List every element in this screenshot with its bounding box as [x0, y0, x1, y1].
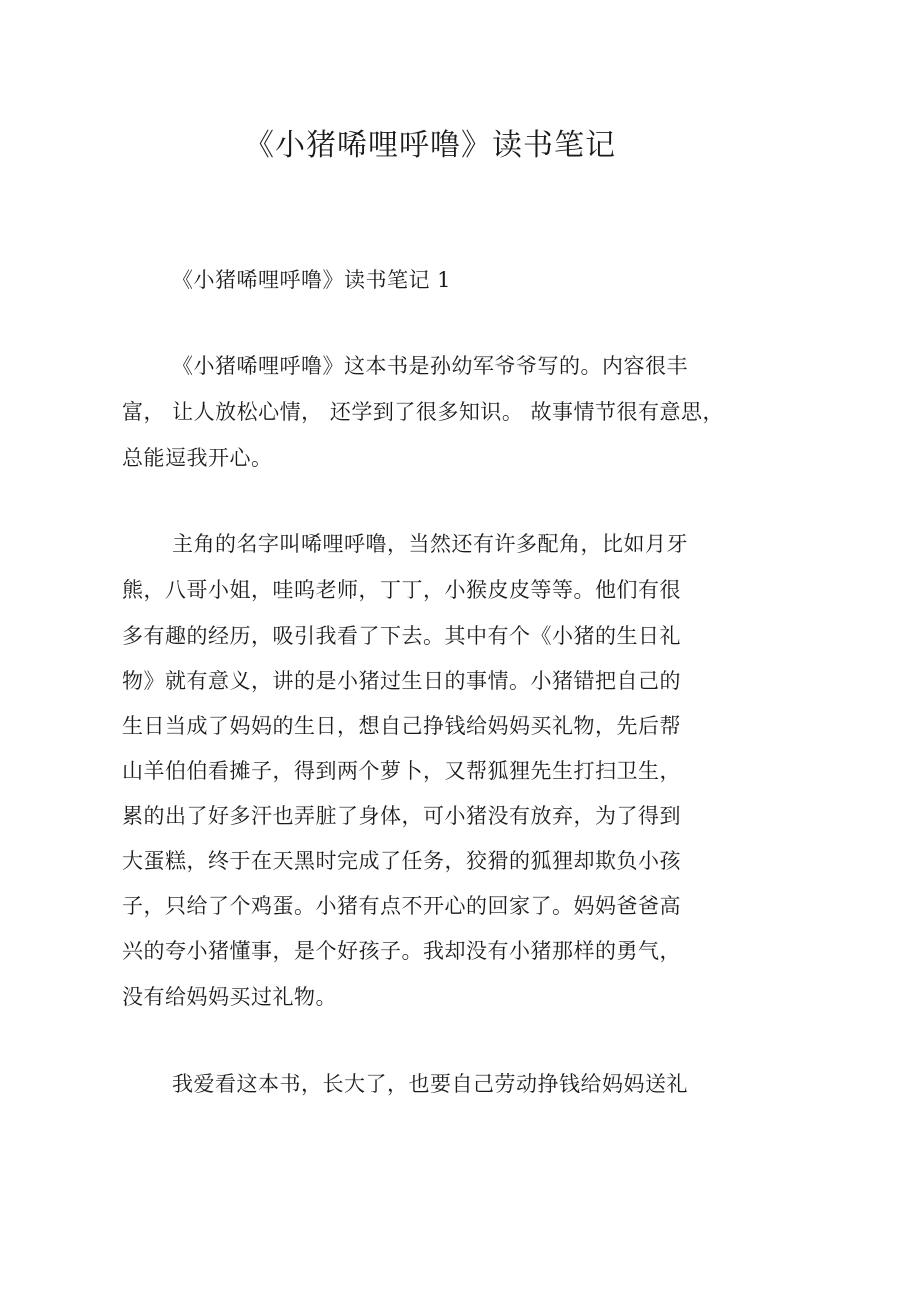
- paragraph-2-line-10: 兴的夸小猪懂事，是个好孩子。我却没有小猪那样的勇气，: [122, 939, 681, 963]
- paragraph-2-line-3: 多有趣的经历，吸引我看了下去。其中有个《小猪的生日礼: [122, 624, 681, 648]
- paragraph-1-line-3: 总能逗我开心。: [122, 446, 273, 470]
- document-title: 《小猪唏哩呼噜》读书笔记: [244, 128, 616, 163]
- paragraph-2-line-2: 熊，八哥小姐，哇呜老师，丁丁，小猴皮皮等等。他们有很: [122, 578, 681, 602]
- paragraph-2-line-4: 物》就有意义，讲的是小猪过生日的事情。小猪错把自己的: [122, 669, 681, 693]
- paragraph-2-line-8: 大蛋糕，终于在天黑时完成了任务，狡猾的狐狸却欺负小孩: [122, 849, 681, 873]
- paragraph-2-line-5: 生日当成了妈妈的生日，想自己挣钱给妈妈买礼物，先后帮: [122, 714, 681, 738]
- section-heading: 《小猪唏哩呼噜》读书笔记 1: [172, 268, 452, 292]
- paragraph-2-line-7: 累的出了好多汗也弄脏了身体，可小猪没有放弃，为了得到: [122, 804, 681, 828]
- paragraph-1-line-1: 《小猪唏哩呼噜》这本书是孙幼军爷爷写的。内容很丰: [172, 354, 688, 378]
- paragraph-1-line-2: 富， 让人放松心情， 还学到了很多知识。 故事情节很有意思，: [122, 400, 725, 424]
- paragraph-2-line-6: 山羊伯伯看摊子，得到两个萝卜，又帮狐狸先生打扫卫生，: [122, 759, 681, 783]
- paragraph-2-line-9: 子，只给了个鸡蛋。小猪有点不开心的回家了。妈妈爸爸高: [122, 894, 681, 918]
- paragraph-2-line-1: 主角的名字叫唏哩呼噜，当然还有许多配角，比如月牙: [172, 532, 688, 556]
- paragraph-3-line-1: 我爱看这本书，长大了，也要自己劳动挣钱给妈妈送礼: [172, 1072, 688, 1096]
- paragraph-2-line-11: 没有给妈妈买过礼物。: [122, 985, 337, 1009]
